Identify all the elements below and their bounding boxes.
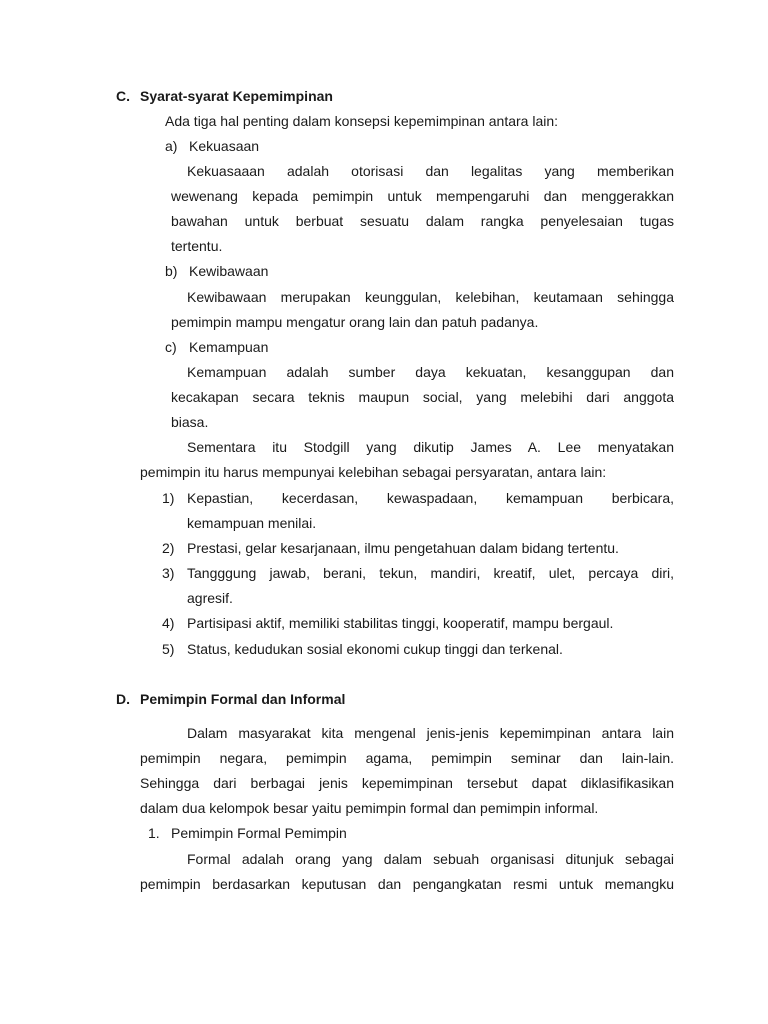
item-b-line-2: pemimpin mampu mengatur orang lain dan patuh padanya.: [171, 314, 539, 330]
section-c-heading: Syarat-syarat Kepemimpinan: [140, 88, 333, 104]
section-d-item-1-title: Pemimpin Formal Pemimpin: [171, 825, 347, 841]
item-b-label: b): [165, 263, 178, 279]
item-c-line-3: biasa.: [171, 414, 209, 430]
section-d-para-line-2: pemimpin negara, pemimpin agama, pemimpin seminar dan lain-lain.: [140, 750, 674, 766]
section-c-label: C.: [116, 88, 130, 104]
req-4-line-1: Partisipasi aktif, memiliki stabilitas tinggi, kooperatif, mampu bergaul.: [187, 615, 614, 631]
item-c-line-1: Kemampuan adalah sumber daya kekuatan, kesanggupan dan: [187, 364, 674, 380]
req-3-line-2: agresif.: [187, 590, 233, 606]
req-1-label: 1): [162, 490, 175, 506]
item-c-line-2: kecakapan secara teknis maupun social, yang melebihi dari anggota: [171, 389, 674, 405]
req-5-label: 5): [162, 641, 175, 657]
section-d-para-line-4: dalam dua kelompok besar yaitu pemimpin formal dan pemimpin informal.: [140, 800, 599, 816]
section-d-item-1-label: 1.: [148, 825, 160, 841]
req-1-line-2: kemampuan menilai.: [187, 515, 317, 531]
item-a-label: a): [165, 138, 178, 154]
req-2-line-1: Prestasi, gelar kesarjanaan, ilmu pengetahuan dalam bidang tertentu.: [187, 540, 619, 556]
section-d-label: D.: [116, 691, 130, 707]
section-d-para-line-1: Dalam masyarakat kita mengenal jenis-jenis kepemimpinan antara lain: [187, 725, 674, 741]
req-3-label: 3): [162, 565, 175, 581]
section-c-intro: Ada tiga hal penting dalam konsepsi kepemimpinan antara lain:: [165, 113, 559, 129]
item-a-title: Kekuasaan: [189, 138, 260, 154]
item-b-line-1: Kewibawaan merupakan keunggulan, kelebihan, keutamaan sehingga: [187, 289, 674, 305]
section-d-para-line-3: Sehingga dari berbagai jenis kepemimpinan tersebut dapat diklasifikasikan: [140, 775, 674, 791]
stodgill-line-2: pemimpin itu harus mempunyai kelebihan sebagai persyaratan, antara lain:: [140, 464, 607, 480]
item-a-line-4: tertentu.: [171, 238, 223, 254]
item-a-line-3: bawahan untuk berbuat sesuatu dalam rangka penyelesaian tugas: [171, 213, 674, 229]
req-3-line-1: Tangggung jawab, berani, tekun, mandiri, kreatif, ulet, percaya diri,: [187, 565, 674, 581]
item-b-title: Kewibawaan: [189, 263, 269, 279]
item-c-title: Kemampuan: [189, 339, 269, 355]
section-d-item-1-line-2: pemimpin berdasarkan keputusan dan pengangkatan resmi untuk memangku: [140, 876, 674, 892]
item-a-line-2: wewenang kepada pemimpin untuk mempengaruhi dan menggerakkan: [171, 188, 674, 204]
section-d-item-1-line-1: Formal adalah orang yang dalam sebuah organisasi ditunjuk sebagai: [187, 851, 674, 867]
item-c-label: c): [165, 339, 177, 355]
section-d-heading: Pemimpin Formal dan Informal: [140, 691, 346, 707]
req-5-line-1: Status, kedudukan sosial ekonomi cukup tinggi dan terkenal.: [187, 641, 563, 657]
req-4-label: 4): [162, 615, 175, 631]
item-a-line-1: Kekuasaaan adalah otorisasi dan legalitas yang memberikan: [187, 163, 674, 179]
req-1-line-1: Kepastian, kecerdasan, kewaspadaan, kemampuan berbicara,: [187, 490, 674, 506]
stodgill-line-1: Sementara itu Stodgill yang dikutip James A. Lee menyatakan: [187, 439, 674, 455]
req-2-label: 2): [162, 540, 175, 556]
